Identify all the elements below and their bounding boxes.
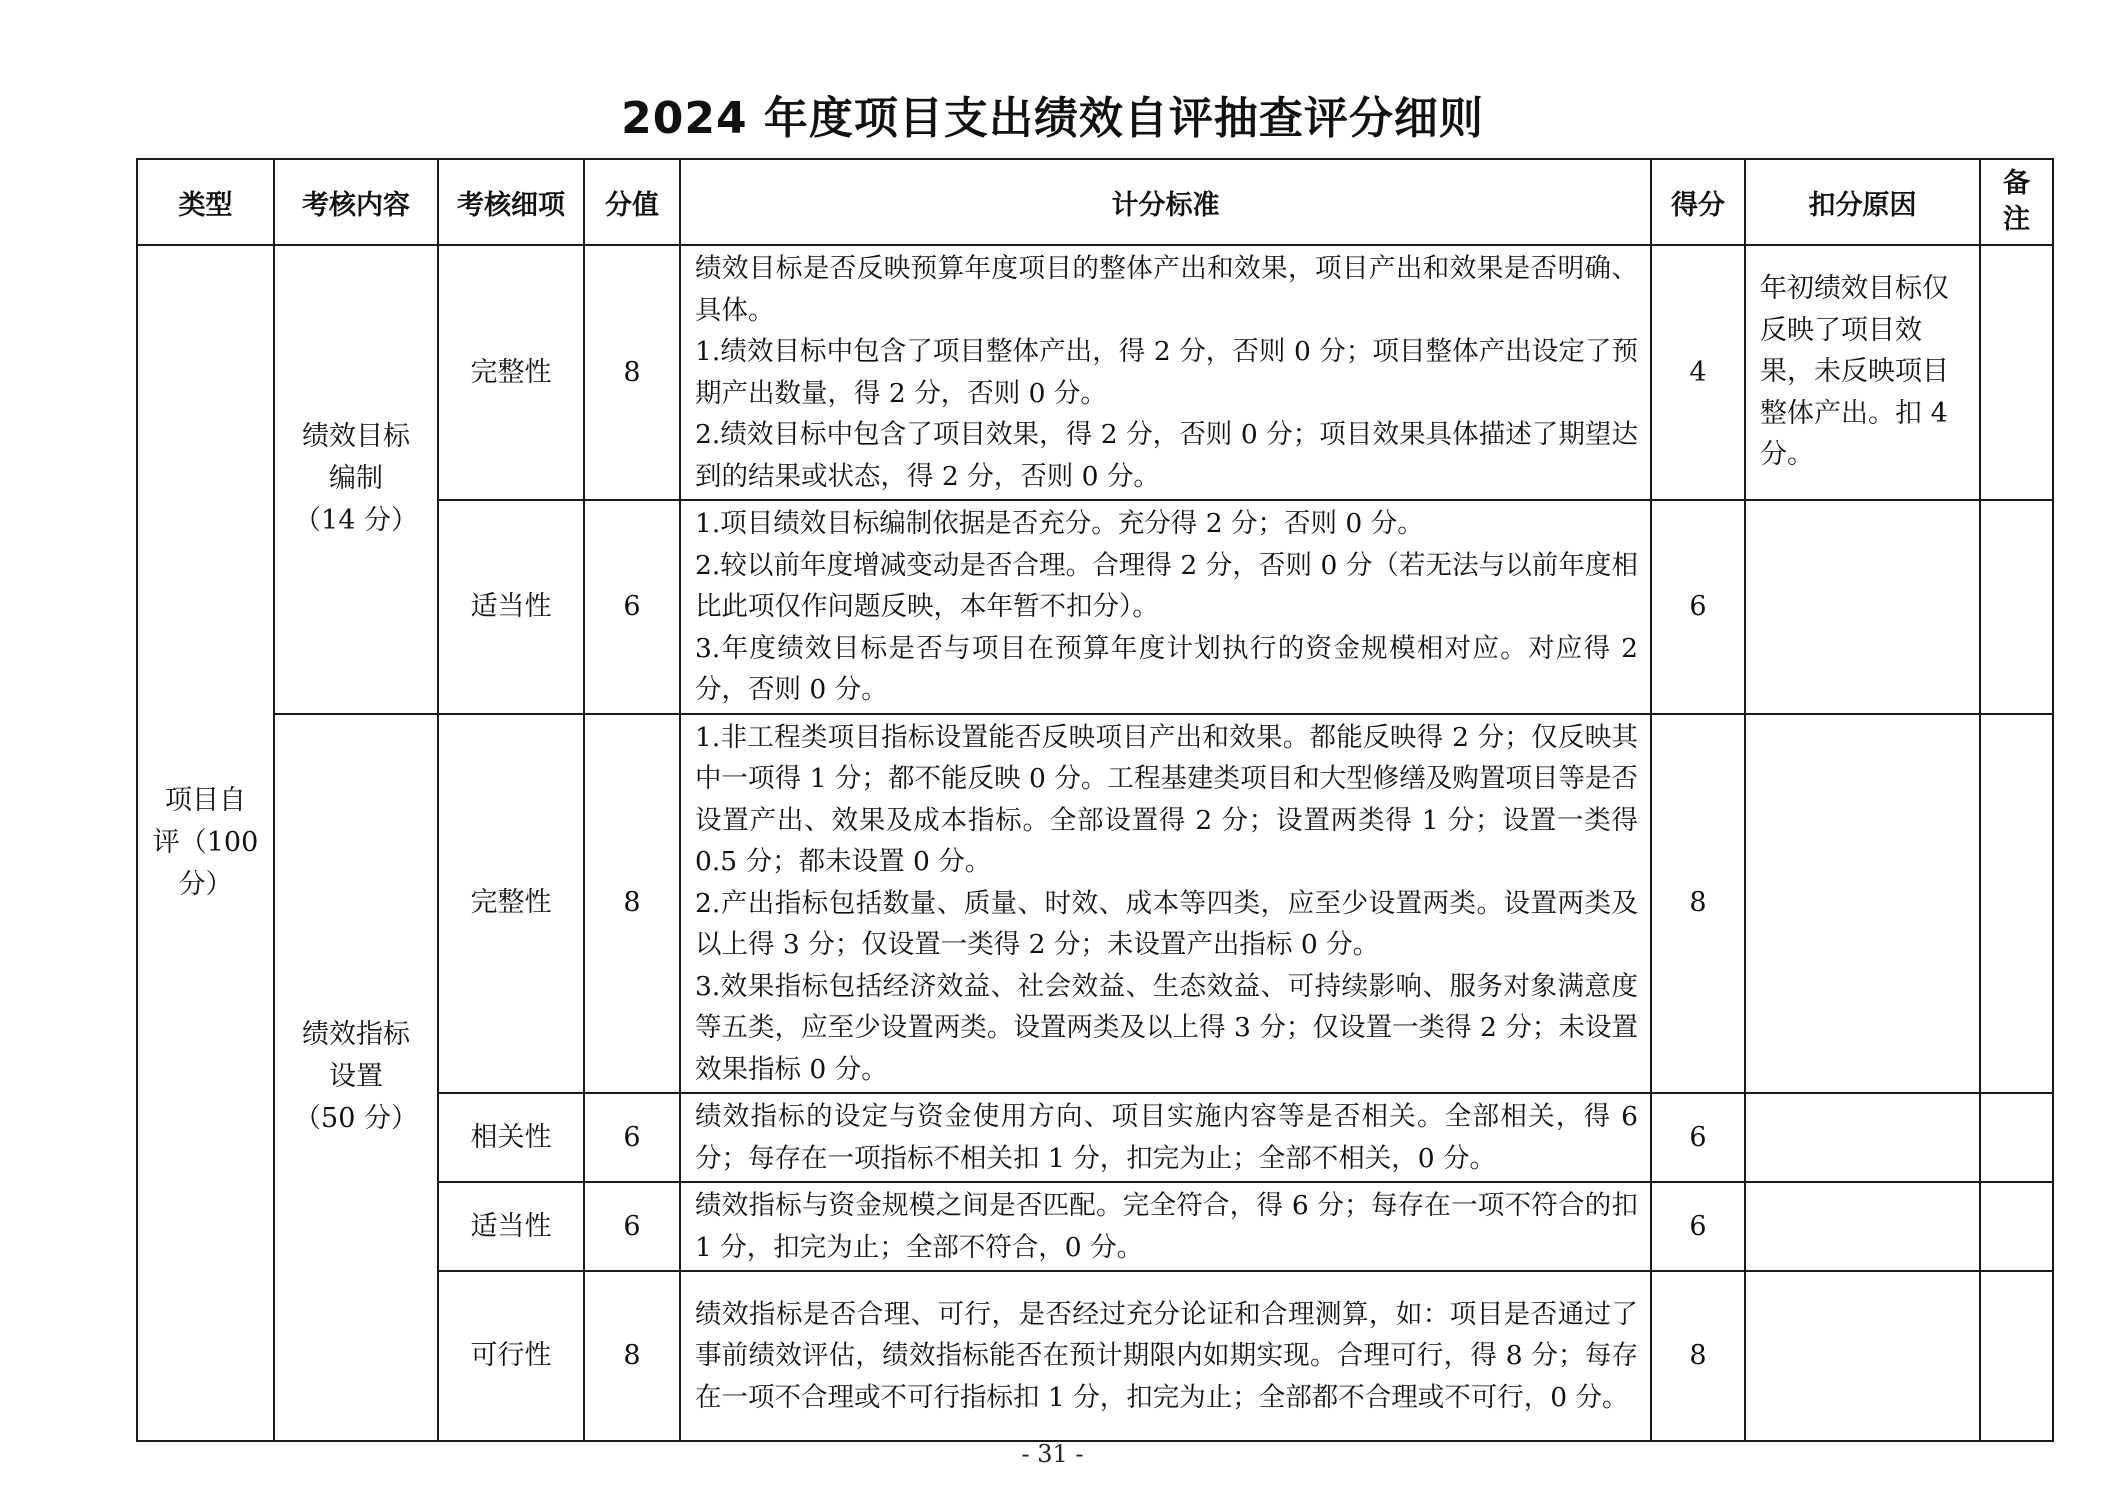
page-number: - 31 - [1021,1440,1084,1468]
reason-cell: 年初绩效目标仅反映了项目效果，未反映项目整体产出。扣 4 分。 [1745,245,1980,500]
scoring-table [136,158,2054,1442]
header-score-value: 分值 [584,159,680,245]
score-cell: 8 [1651,1271,1745,1441]
reason-cell [1745,1182,1980,1271]
detail-cell: 完整性 [438,714,584,1094]
criteria-cell: 1.项目绩效目标编制依据是否充分。充分得 2 分；否则 0 分。 2.较以前年度增减变动是否合理。合理得 2 分，否则 0 分（若无法与以前年度相比此项仅作问题反映，本年暂不扣分）。 3.年度绩效目标是否与项目在预算年度计划执行的资金规模相对应。对应得 2 分，否则 0 分。 [680,500,1651,714]
reason-cell [1745,1271,1980,1441]
score-cell: 4 [1651,245,1745,500]
content-cell-objectives: 绩效目标 编制 （14 分） [274,245,438,714]
category-cell: 项目自 评（100 分） [137,245,274,1441]
page-title: 2024 年度项目支出绩效自评抽查评分细则 [621,93,1484,144]
note-cell [1980,500,2053,714]
value-cell: 6 [584,1182,680,1271]
detail-cell: 完整性 [438,245,584,500]
score-cell: 6 [1651,1093,1745,1182]
criteria-cell: 绩效指标的设定与资金使用方向、项目实施内容等是否相关。全部相关，得 6 分；每存在一项指标不相关扣 1 分，扣完为止；全部不相关，0 分。 [680,1093,1651,1182]
score-cell: 6 [1651,500,1745,714]
header-criteria: 计分标准 [680,159,1651,245]
header-row [137,159,2053,245]
detail-cell: 适当性 [438,1182,584,1271]
criteria-cell: 绩效指标是否合理、可行，是否经过充分论证和合理测算，如：项目是否通过了事前绩效评估，绩效指标能否在预计期限内如期实现。合理可行，得 8 分；每存在一项不合理或不可行指标扣 1 分，扣完为止；全部都不合理或不可行，0 分。 [680,1271,1651,1441]
score-cell: 8 [1651,714,1745,1094]
detail-cell: 可行性 [438,1271,584,1441]
note-cell [1980,1093,2053,1182]
score-cell: 6 [1651,1182,1745,1271]
note-cell [1980,245,2053,500]
criteria-cell: 绩效指标与资金规模之间是否匹配。完全符合，得 6 分；每存在一项不符合的扣 1 分，扣完为止；全部不符合，0 分。 [680,1182,1651,1271]
header-detail: 考核细项 [438,159,584,245]
table-row [137,714,2053,1094]
header-score: 得分 [1651,159,1745,245]
content-cell-indicators: 绩效指标 设置 （50 分） [274,714,438,1442]
value-cell: 6 [584,1093,680,1182]
reason-cell [1745,1093,1980,1182]
header-type: 类型 [137,159,274,245]
value-cell: 6 [584,500,680,714]
criteria-cell: 绩效目标是否反映预算年度项目的整体产出和效果，项目产出和效果是否明确、具体。 1.绩效目标中包含了项目整体产出，得 2 分，否则 0 分；项目整体产出设定了预期产出数量，得 2 分，否则 0 分。 2.绩效目标中包含了项目效果，得 2 分，否则 0 分；项目效果具体描述了期望达到的结果或状态，得 2 分，否则 0 分。 [680,245,1651,500]
value-cell: 8 [584,245,680,500]
detail-cell: 相关性 [438,1093,584,1182]
note-cell [1980,714,2053,1094]
criteria-cell: 1.非工程类项目指标设置能否反映项目产出和效果。都能反映得 2 分；仅反映其中一项得 1 分；都不能反映 0 分。工程基建类项目和大型修缮及购置项目等是否设置产出、效果及成本指标。全部设置得 2 分；设置两类得 1 分；设置一类得 0.5 分；都未设置 0 分。 2.产出指标包括数量、质量、时效、成本等四类，应至少设置两类。设置两类及以上得 3 分；仅设置一类得 2 分；未设置产出指标 0 分。 3.效果指标包括经济效益、社会效益、生态效益、可持续影响、服务对象满意度等五类，应至少设置两类。设置两类及以上得 3 分；仅设置一类得 2 分；未设置效果指标 0 分。 [680,714,1651,1094]
value-cell: 8 [584,714,680,1094]
note-cell [1980,1182,2053,1271]
detail-cell: 适当性 [438,500,584,714]
reason-cell [1745,500,1980,714]
reason-cell [1745,714,1980,1094]
header-deduction-reason: 扣分原因 [1745,159,1980,245]
value-cell: 8 [584,1271,680,1441]
header-note: 备 注 [1980,159,2053,245]
note-cell [1980,1271,2053,1441]
header-content: 考核内容 [274,159,438,245]
table-row [137,245,2053,500]
